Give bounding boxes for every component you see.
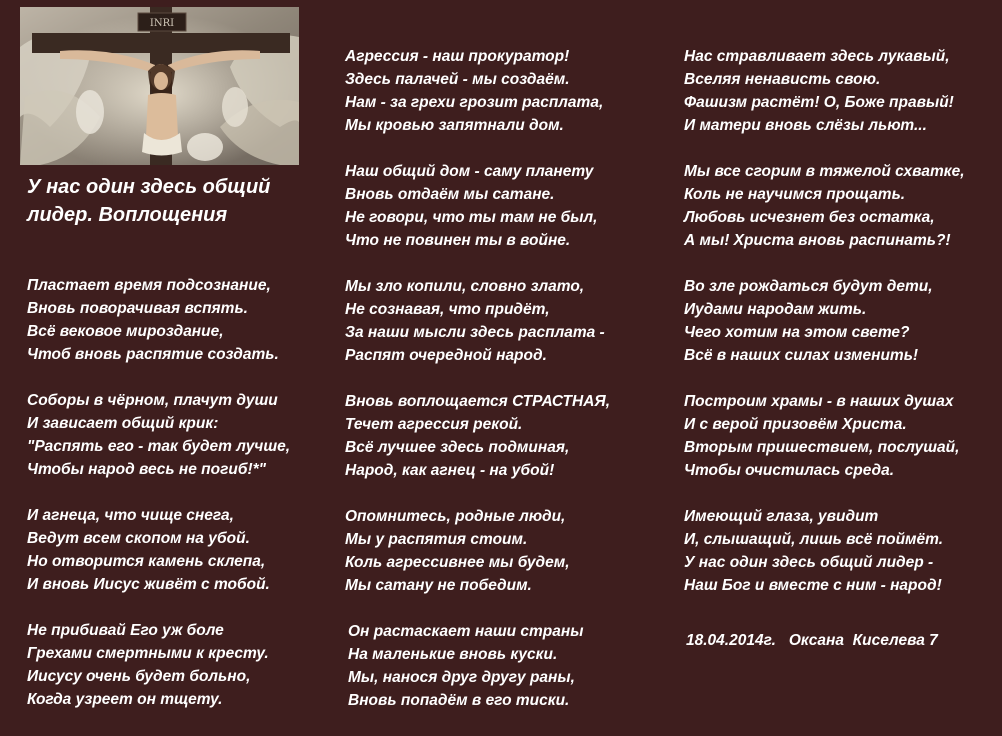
stanza: [345, 275, 605, 367]
poem-line: Имеющий глаза, увидит: [684, 508, 879, 525]
poem-title-line: У нас один здесь общий: [27, 176, 271, 198]
poem-line: Всё вековое мироздание,: [27, 323, 224, 340]
poem-line: И матери вновь слёзы льют...: [684, 117, 927, 134]
stanza: [345, 160, 597, 252]
poem-line: Мы кровью запятнали дом.: [345, 117, 564, 134]
poem-line: Нас стравливает здесь лукавый,: [684, 48, 950, 65]
poem-line: Коль агрессивнее мы будем,: [345, 554, 570, 571]
stanza: [27, 389, 290, 481]
poem-title-line: лидер. Воплощения: [27, 204, 228, 226]
poem-line: Вновь поворачивая вспять.: [27, 300, 248, 317]
poem-line: Агрессия - наш прокуратор!: [345, 48, 570, 65]
poem-line: Чтоб вновь распятие создать.: [27, 346, 279, 363]
poem-line: Вновь попадём в его тиски.: [348, 692, 570, 709]
poem-line: За наши мысли здесь расплата -: [345, 324, 605, 341]
poem-line: Вновь отдаём мы сатане.: [345, 186, 555, 203]
cross-sign-text: INRI: [149, 18, 175, 29]
poem-line: У нас один здесь общий лидер -: [684, 554, 934, 571]
poem-line: Иудами народам жить.: [684, 301, 867, 318]
poem-line: Нам - за грехи грозит расплата,: [345, 94, 604, 111]
stanza: [684, 390, 959, 482]
poem-line: Не прибивай Его уж боле: [27, 622, 224, 639]
poem-line: Фашизм растёт! О, Боже правый!: [684, 94, 954, 111]
poem-line: Он растаскает наши страны: [348, 623, 584, 640]
stanza: [684, 45, 954, 137]
poem-line: Но отворится камень склепа,: [27, 553, 266, 570]
crucifixion-painting: [20, 7, 299, 165]
poem-line: Коль не научимся прощать.: [684, 186, 906, 203]
poem-line: А мы! Христа вновь распинать?!: [684, 232, 951, 249]
poem-line: Течет агрессия рекой.: [345, 416, 523, 433]
poem-line: И агнеца, что чище снега,: [27, 507, 234, 524]
poem-line: И вновь Иисус живёт с тобой.: [27, 576, 270, 593]
poem-line: Народ, как агнец - на убой!: [345, 462, 555, 479]
poem-line: Не говори, что ты там не был,: [345, 209, 598, 226]
stanza: [345, 45, 603, 137]
poem-line: Всё в наших силах изменить!: [684, 347, 919, 364]
poem-line: Мы зло копили, словно злато,: [345, 278, 585, 295]
poem-line: Иисусу очень будет больно,: [27, 668, 251, 685]
poem-line: И, слышащий, лишь всё поймёт.: [684, 531, 944, 548]
poem-line: Во зле рождаться будут дети,: [684, 278, 933, 295]
poem-line: Построим храмы - в наших душах: [684, 393, 954, 410]
poem-line: "Распять его - так будет лучше,: [27, 438, 291, 455]
stanza: [27, 619, 269, 711]
poem-line: Мы все сгорим в тяжелой схватке,: [684, 163, 965, 180]
poem-line: Любовь исчезнет без остатка,: [684, 209, 935, 226]
poem-title: [27, 173, 317, 229]
stanza: [348, 620, 583, 712]
poem-line: Пластает время подсознание,: [27, 277, 271, 294]
poem-line: Наш Бог и вместе с ним - народ!: [684, 577, 942, 594]
poem-line: Мы сатану не победим.: [345, 577, 532, 594]
stanza: [27, 274, 279, 366]
poem-line: Наш общий дом - саму планету: [345, 163, 594, 180]
poem-line: Здесь палачей - мы создаём.: [345, 71, 570, 88]
poem-line: Чтобы народ весь не погиб!*": [27, 461, 266, 478]
poem-line: Не сознавая, что придёт,: [345, 301, 550, 318]
poem-line: И с верой призовём Христа.: [684, 416, 907, 433]
date-and-author-signature: 18.04.2014г. Оксана Киселева 7: [686, 632, 938, 649]
poem-line: Опомнитесь, родные люди,: [345, 508, 566, 525]
poem-line: Распят очередной народ.: [345, 347, 547, 364]
stanza: [684, 275, 933, 367]
poem-line: Ведут всем скопом на убой.: [27, 530, 250, 547]
poem-line: Чего хотим на этом свете?: [684, 324, 910, 341]
poem-line: И зависает общий крик:: [27, 415, 219, 432]
stanza: [345, 505, 570, 597]
poem-line: На маленькие вновь куски.: [348, 646, 558, 663]
stanza: [345, 390, 610, 482]
stanza: [27, 504, 270, 596]
poem-line: Мы, нанося друг другу раны,: [348, 669, 575, 686]
poem-line: Всё лучшее здесь подминая,: [345, 439, 570, 456]
poem-line: Чтобы очистилась среда.: [684, 462, 895, 479]
poem-line: Когда узреет он тщету.: [27, 691, 223, 708]
poem-line: Что не повинен ты в войне.: [345, 232, 571, 249]
crucifixion-image: [20, 7, 299, 165]
poem-line: Вновь воплощается СТРАСТНАЯ,: [345, 393, 610, 410]
stanza: [684, 160, 965, 252]
poem-line: Мы у распятия стоим.: [345, 531, 528, 548]
stanza: [684, 505, 943, 597]
poem-line: Соборы в чёрном, плачут души: [27, 392, 278, 409]
poem-line: Вторым пришествием, послушай,: [684, 439, 960, 456]
poem-line: Грехами смертными к кресту.: [27, 645, 269, 662]
poem-line: Вселяя ненависть свою.: [684, 71, 881, 88]
